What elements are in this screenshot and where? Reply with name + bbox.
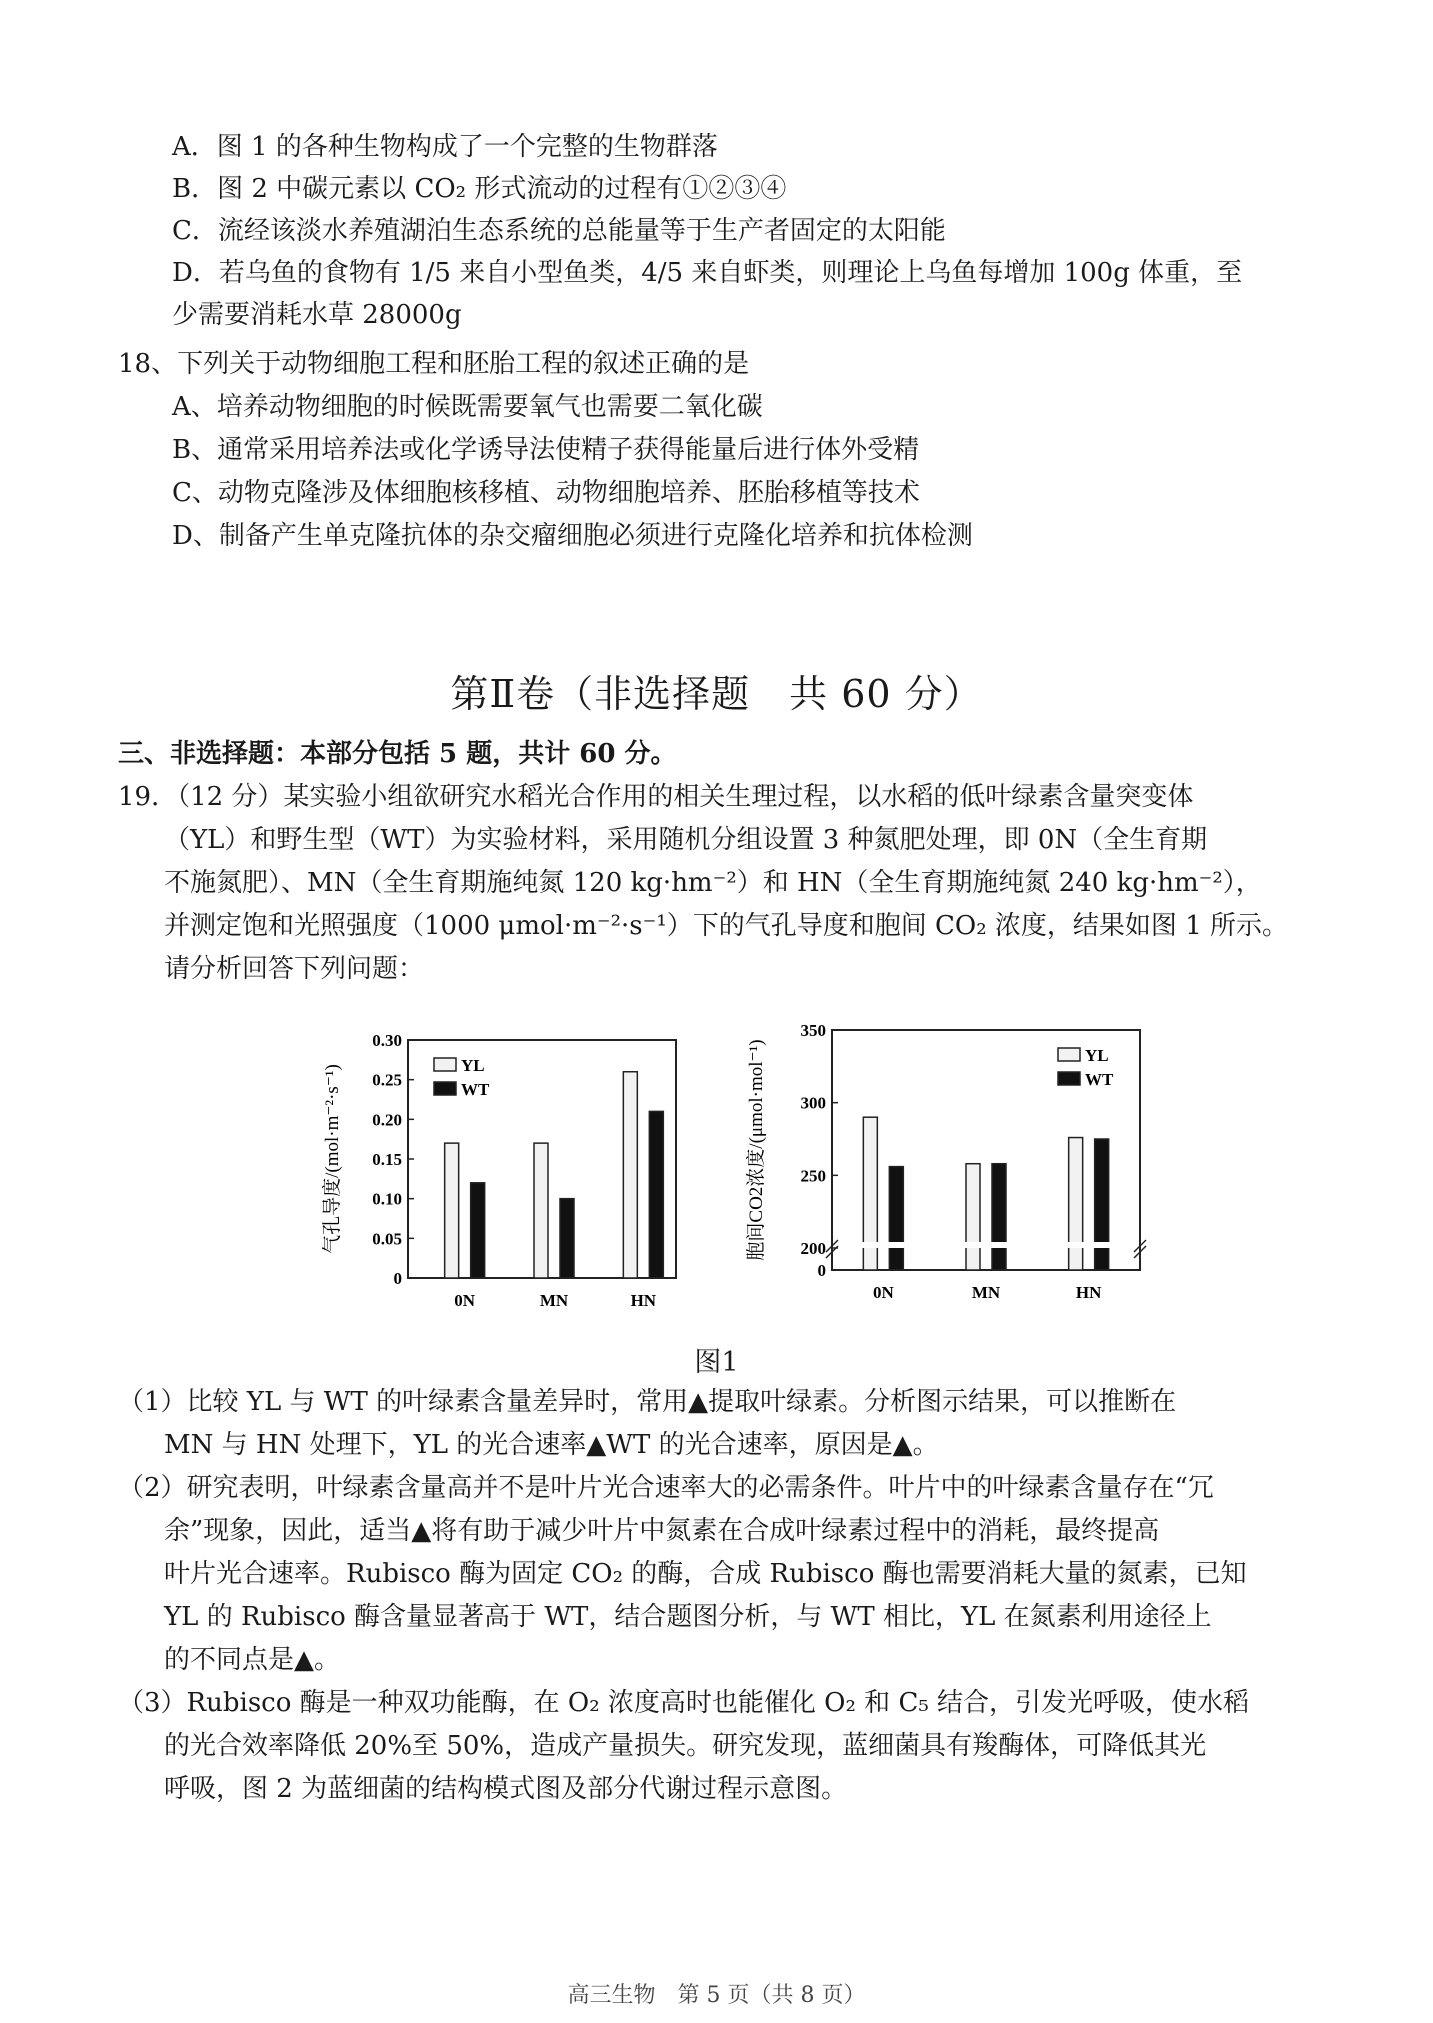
bar-break-gap xyxy=(1068,1242,1084,1248)
bar-wt-0n xyxy=(889,1167,903,1270)
bar-break-gap xyxy=(965,1242,981,1248)
legend-label-yl: YL xyxy=(461,1056,485,1075)
y-tick-label: 0.25 xyxy=(372,1070,402,1090)
q19-line-1: 19．（12 分）某实验小组欲研究水稻光合作用的相关生理过程，以水稻的低叶绿素含量突变体 xyxy=(118,782,1194,812)
bar-wt-mn xyxy=(992,1164,1006,1270)
bar-yl-mn xyxy=(534,1143,548,1278)
q19-sub-2-line-2: 余”现象，因此，适当▲将有助于减少叶片中氮素在合成叶绿素过程中的消耗，最终提高 xyxy=(164,1516,1160,1546)
q17-option-d: D．若乌鱼的食物有 1/5 来自小型鱼类，4/5 来自虾类，则理论上乌鱼每增加 100g 体重，至 xyxy=(172,258,1243,288)
page-footer: 高三生物 第 5 页（共 8 页） xyxy=(567,1983,866,2008)
q17-option-d-cont: 少需要消耗水草 28000g xyxy=(172,300,462,330)
y-tick-label: 250 xyxy=(800,1166,826,1186)
y-tick-label: 0.20 xyxy=(372,1110,402,1130)
y-tick-label: 0.05 xyxy=(372,1229,402,1249)
bar-break-gap xyxy=(991,1242,1007,1248)
legend-label-wt: WT xyxy=(1085,1070,1114,1089)
bar-wt-mn xyxy=(560,1199,574,1278)
q17-option-b: B．图 2 中碳元素以 CO₂ 形式流动的过程有①②③④ xyxy=(172,174,787,204)
y-tick-label: 0 xyxy=(393,1269,402,1288)
q17-option-a: A．图 1 的各种生物构成了一个完整的生物群落 xyxy=(172,132,718,162)
q19-sub-3-line-1: （3）Rubisco 酶是一种双功能酶，在 O₂ 浓度高时也能催化 O₂ 和 C₅ 结合，引发光呼吸，使水稻 xyxy=(118,1688,1250,1718)
legend-label-yl: YL xyxy=(1085,1046,1109,1065)
bar-yl-0n xyxy=(445,1143,459,1278)
legend-swatch-wt xyxy=(1058,1072,1080,1085)
plot-frame xyxy=(832,1030,1140,1270)
q19-sub-3-line-3: 呼吸，图 2 为蓝细菌的结构模式图及部分代谢过程示意图。 xyxy=(164,1774,848,1804)
y-axis-label: 气孔导度/(mol·m⁻²·s⁻¹) xyxy=(322,1064,343,1254)
y-axis-label: 胞间CO2浓度/(μmol·mol⁻¹) xyxy=(746,1039,767,1261)
section-title: 第Ⅱ卷（非选择题 共 60 分） xyxy=(450,672,983,716)
section-intro: 三、非选择题：本部分包括 5 题，共计 60 分。 xyxy=(118,739,677,769)
q19-sub-2-line-4: YL 的 Rubisco 酶含量显著高于 WT，结合题图分析，与 WT 相比，YL 在氮素利用途径上 xyxy=(164,1602,1212,1632)
bar-break-gap xyxy=(862,1242,878,1248)
bar-wt-hn xyxy=(649,1111,663,1278)
y-tick-label: 0 xyxy=(817,1261,826,1280)
bar-break-gap xyxy=(1094,1242,1110,1248)
x-tick-label: HN xyxy=(1075,1283,1102,1302)
bar-yl-hn xyxy=(1069,1138,1083,1270)
q18-option-b: B、通常采用培养法或化学诱导法使精子获得能量后进行体外受精 xyxy=(172,435,920,465)
y-tick-label: 0.10 xyxy=(372,1189,402,1209)
q18-option-a: A、培养动物细胞的时候既需要氧气也需要二氧化碳 xyxy=(172,392,763,422)
q19-line-2: （YL）和野生型（WT）为实验材料，采用随机分组设置 3 种氮肥处理，即 0N（全生育期 xyxy=(164,825,1208,855)
q19-line-5: 请分析回答下列问题： xyxy=(164,954,425,984)
legend-swatch-yl xyxy=(434,1058,456,1071)
x-tick-label: 0N xyxy=(872,1283,894,1302)
bar-break-gap xyxy=(888,1242,904,1248)
y-tick-label: 300 xyxy=(800,1093,826,1113)
bar-yl-mn xyxy=(966,1164,980,1270)
q19-sub-3-line-2: 的光合效率降低 20%至 50%，造成产量损失。研究发现，蓝细菌具有羧酶体，可降低其光 xyxy=(164,1731,1207,1761)
y-tick-label: 0.30 xyxy=(372,1031,402,1050)
y-tick-label: 350 xyxy=(800,1021,826,1040)
y-tick-label: 200 xyxy=(800,1239,826,1258)
q19-sub-2-line-1: （2）研究表明，叶绿素含量高并不是叶片光合速率大的必需条件。叶片中的叶绿素含量存在“冗 xyxy=(118,1473,1214,1503)
bar-yl-hn xyxy=(623,1072,637,1278)
stomatal-conductance-chart xyxy=(316,1010,696,1330)
q19-line-3: 不施氮肥）、MN（全生育期施纯氮 120 kg·hm⁻²）和 HN（全生育期施纯氮 240 kg·hm⁻²）， xyxy=(164,868,1262,898)
q18-option-d: D、制备产生单克隆抗体的杂交瘤细胞必须进行克隆化培养和抗体检测 xyxy=(172,521,973,551)
q19-sub-2-line-5: 的不同点是▲。 xyxy=(164,1645,340,1675)
q19-sub-1-line-2: MN 与 HN 处理下，YL 的光合速率▲WT 的光合速率，原因是▲。 xyxy=(164,1430,939,1460)
q19-sub-1-line-1: （1）比较 YL 与 WT 的叶绿素含量差异时，常用▲提取叶绿素。分析图示结果，可以推断在 xyxy=(118,1387,1177,1417)
q18-stem: 18、下列关于动物细胞工程和胚胎工程的叙述正确的是 xyxy=(118,349,750,379)
q17-option-c: C．流经该淡水养殖湖泊生态系统的总能量等于生产者固定的太阳能 xyxy=(172,216,946,246)
bar-wt-hn xyxy=(1095,1139,1109,1270)
legend-label-wt: WT xyxy=(461,1080,490,1099)
x-tick-label: 0N xyxy=(454,1291,476,1310)
x-tick-label: MN xyxy=(971,1283,1001,1302)
intercellular-co2-chart xyxy=(740,1000,1160,1330)
x-tick-label: HN xyxy=(630,1291,657,1310)
bar-wt-0n xyxy=(471,1183,485,1278)
figure-caption: 图1 xyxy=(694,1347,739,1378)
legend-swatch-wt xyxy=(434,1082,456,1095)
q18-option-c: C、动物克隆涉及体细胞核移植、动物细胞培养、胚胎移植等技术 xyxy=(172,478,920,508)
q19-line-4: 并测定饱和光照强度（1000 μmol·m⁻²·s⁻¹）下的气孔导度和胞间 CO₂ 浓度，结果如图 1 所示。 xyxy=(164,911,1289,941)
y-tick-label: 0.15 xyxy=(372,1150,402,1169)
legend-swatch-yl xyxy=(1058,1048,1080,1061)
q19-sub-2-line-3: 叶片光合速率。Rubisco 酶为固定 CO₂ 的酶，合成 Rubisco 酶也需要消耗大量的氮素，已知 xyxy=(164,1559,1247,1589)
x-tick-label: MN xyxy=(539,1291,569,1310)
